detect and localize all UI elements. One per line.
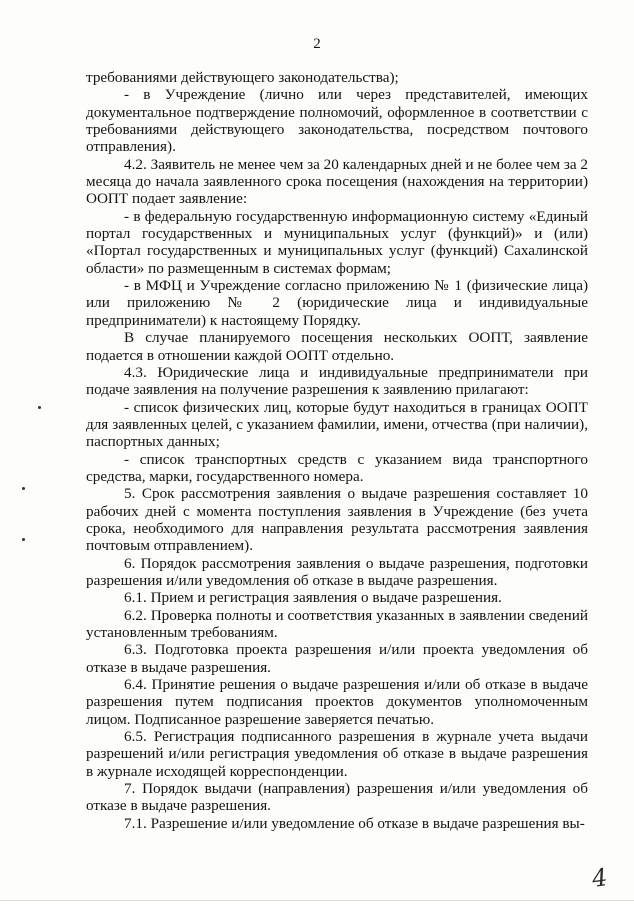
paragraph: - в МФЦ и Учреждение согласно приложению № 1 (физические лица) или приложению № 2 (юридические лица и индивидуальные предприниматели) к настоящему Порядку. (86, 277, 588, 329)
document-body (86, 69, 588, 832)
paragraph: 7. Порядок выдачи (направления) разрешения и/или уведомления об отказе в выдаче разрешения. (86, 780, 588, 815)
paragraph: В случае планируемого посещения нескольких ООПТ, заявление подается в отношении каждой ООПТ отдельно. (86, 329, 588, 364)
paragraph: - список транспортных средств с указанием вида транспортного средства, марки, государственного номера. (86, 450, 588, 485)
paragraph: 5. Срок рассмотрения заявления о выдаче разрешения составляет 10 рабочих дней с момента поступления заявления в Учреждение (без учета срока, необходимого для направления результата рассмотрения заявления почтовым отправлением). (86, 485, 588, 555)
paragraph: - в федеральную государственную информационную систему «Единый портал государственных и муниципальных услуг (функций)» и (или) «Портал государственных и муниципальных услуг (функций) Сахалинской области» по размещенным в системах формам; (86, 207, 588, 277)
scan-speck (38, 406, 41, 409)
paragraph: 6.1. Прием и регистрация заявления о выдаче разрешения. (124, 589, 502, 607)
handwritten-page-mark: 4 (590, 863, 610, 893)
paragraph: 6.3. Подготовка проекта разрешения и/или проекта уведомления об отказе в выдаче разрешения. (86, 641, 588, 676)
paragraph: 6.2. Проверка полноты и соответствия указанных в заявлении сведений установленным требованиям. (86, 606, 588, 641)
scan-edge-line (0, 900, 634, 901)
paragraph: 4.3. Юридические лица и индивидуальные предприниматели при подаче заявления на получение разрешения к заявлению прилагают: (86, 363, 588, 399)
paragraph: 6.4. Принятие решения о выдаче разрешения и/или об отказе в выдаче разрешения путем подписания проектов документов уполномоченным лицом. Подписанное разрешение заверяется печатью. (86, 676, 588, 728)
scan-speck (22, 538, 25, 541)
scan-speck (22, 487, 25, 490)
paragraph: 6. Порядок рассмотрения заявления о выдаче разрешения, подготовки разрешения и/или уведомления об отказе в выдаче разрешения. (86, 554, 588, 589)
page-number: 2 (313, 36, 321, 52)
paragraph: 7.1. Разрешение и/или уведомление об отказе в выдаче разрешения вы- (124, 814, 585, 832)
paragraph: требованиями действующего законодательства); (86, 69, 399, 86)
paragraph: 4.2. Заявитель не менее чем за 20 календарных дней и не более чем за 2 месяца до начала заявленного срока посещения (нахождения на территории) ООПТ подает заявление: (86, 155, 588, 208)
paragraph: - в Учреждение (лично или через представителей, имеющих документальное подтверждение полномочий, оформленное в соответствии с требованиями действующего законодательства, посредством почтового отправления). (86, 86, 588, 156)
paragraph: - список физических лиц, которые будут находиться в границах ООПТ для заявленных целей, с указанием фамилии, имени, отчества (при наличии), паспортных данных; (86, 398, 588, 451)
paragraph: 6.5. Регистрация подписанного разрешения в журнале учета выдачи разрешений и/или регистрация уведомления об отказе в выдаче разрешения в журнале исходящей корреспонденции. (86, 728, 588, 780)
